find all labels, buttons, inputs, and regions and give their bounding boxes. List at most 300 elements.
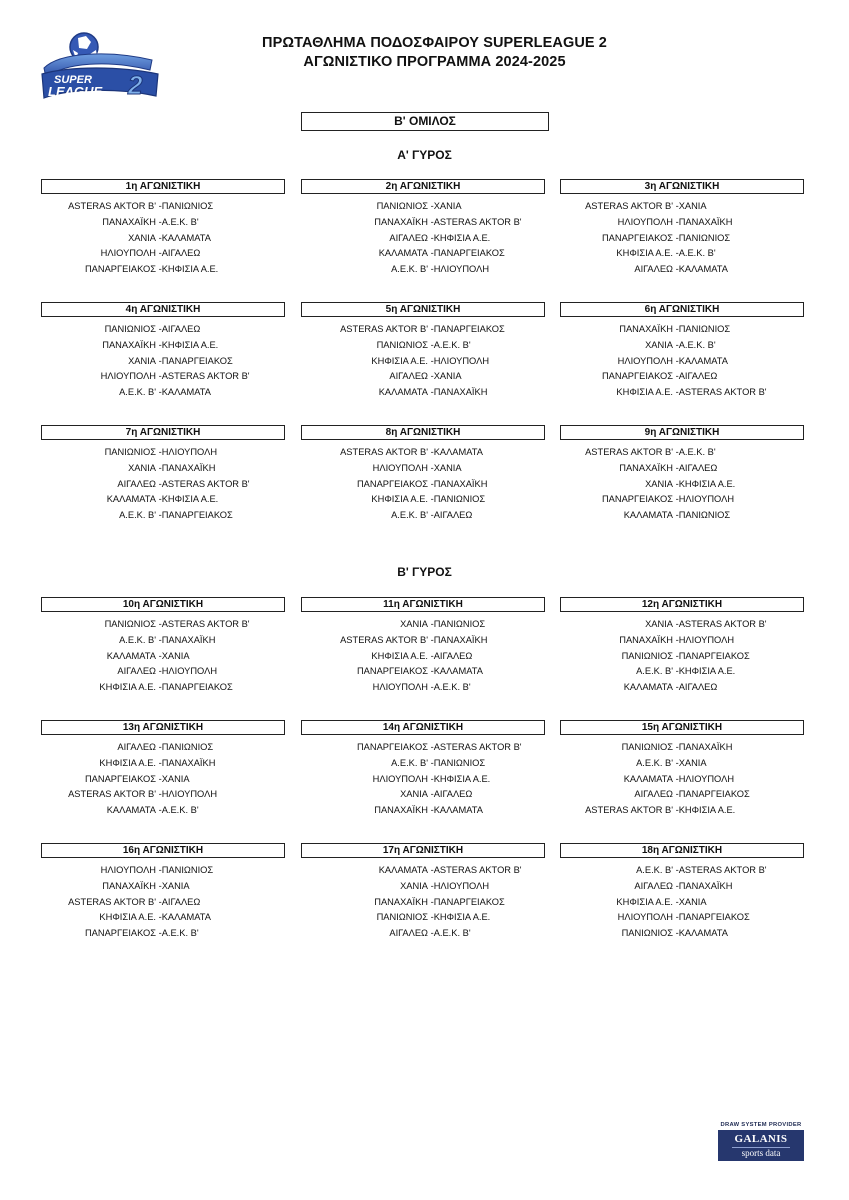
away-team: Α.Ε.Κ. Β' — [433, 928, 471, 939]
away-team: ΠΑΝΙΩΝΙΟΣ — [433, 757, 486, 768]
match-row — [560, 803, 804, 819]
logo-text-super: SUPER — [54, 74, 92, 86]
home-team: ΠΑΝΑΧΑΪΚΗ — [619, 634, 673, 645]
home-team: ΠΑΝΑΡΓΕΙΑΚΟΣ — [356, 742, 428, 752]
away-team: ΧΑΝΙΑ — [678, 757, 707, 768]
match-separator: - — [428, 339, 434, 350]
away-team: ΑΙΓΑΛΕΩ — [678, 682, 718, 693]
match-row — [301, 508, 545, 524]
match-row — [560, 246, 804, 262]
away-team: Α.Ε.Κ. Β' — [678, 248, 716, 259]
match-row — [41, 369, 285, 385]
away-team: ΗΛΙΟΥΠΟΛΗ — [161, 789, 218, 800]
matchday-block — [41, 179, 285, 278]
home-team: ΠΑΝΑΡΓΕΙΑΚΟΣ — [84, 773, 156, 784]
match-list — [301, 740, 545, 819]
match-separator: - — [156, 865, 162, 875]
home-team: ΗΛΙΟΥΠΟΛΗ — [100, 371, 156, 382]
home-team: ΧΑΝΙΑ — [400, 789, 428, 800]
matchday-block — [301, 843, 545, 942]
match-row — [41, 199, 285, 215]
away-team: ASTERAS AKTOR B' — [678, 387, 767, 398]
match-separator: - — [156, 216, 162, 227]
match-row — [560, 231, 804, 247]
matchday-block — [301, 302, 545, 401]
match-separator: - — [156, 371, 162, 382]
match-separator: - — [156, 650, 162, 661]
home-team: ΠΑΝΙΩΝΙΟΣ — [104, 447, 156, 457]
match-separator: - — [156, 912, 162, 923]
match-row — [301, 445, 545, 461]
away-team: ΠΑΝΑΧΑΪΚΗ — [433, 387, 488, 398]
match-separator: - — [428, 447, 434, 457]
home-team: ΑΙΓΑΛΕΩ — [117, 478, 156, 489]
match-separator: - — [156, 682, 162, 693]
home-team: ΗΛΙΟΥΠΟΛΗ — [617, 216, 673, 227]
home-team: ΠΑΝΙΩΝΙΟΣ — [376, 339, 428, 350]
home-team: ΚΑΛΑΜΑΤΑ — [623, 773, 673, 784]
away-team: ΗΛΙΟΥΠΟΛΗ — [678, 494, 735, 505]
away-team: ΚΑΛΑΜΑΤΑ — [161, 912, 211, 923]
home-team: ΠΑΝΑΧΑΪΚΗ — [374, 216, 428, 227]
away-team: ASTERAS AKTOR B' — [161, 619, 250, 629]
home-team: ΠΑΝΙΩΝΙΟΣ — [621, 650, 673, 661]
match-row — [560, 617, 804, 633]
home-team: ΠΑΝΑΧΑΪΚΗ — [374, 896, 428, 907]
home-team: Α.Ε.Κ. Β' — [391, 264, 428, 275]
match-list — [41, 617, 285, 696]
home-team: ΠΑΝΙΩΝΙΟΣ — [376, 201, 428, 211]
home-team: ASTERAS AKTOR B' — [585, 447, 673, 457]
home-team: ΠΑΝΙΩΝΙΟΣ — [621, 742, 673, 752]
match-row — [41, 649, 285, 665]
home-team: ΗΛΙΟΥΠΟΛΗ — [617, 912, 673, 923]
match-list — [41, 199, 285, 278]
matchday-block — [41, 597, 285, 696]
home-team: ΑΙΓΑΛΕΩ — [117, 742, 156, 752]
match-row — [560, 385, 804, 401]
home-team: ASTERAS AKTOR B' — [340, 634, 428, 645]
away-team: ΑΙΓΑΛΕΩ — [161, 248, 201, 259]
home-team: ΑΙΓΑΛΕΩ — [634, 880, 673, 891]
home-team: ΧΑΝΙΑ — [128, 462, 156, 473]
match-separator: - — [673, 387, 679, 398]
home-team: Α.Ε.Κ. Β' — [636, 865, 673, 875]
away-team: ΠΑΝΑΧΑΪΚΗ — [678, 742, 733, 752]
home-team: ΚΗΦΙΣΙΑ Α.Ε. — [99, 757, 156, 768]
away-team: ΠΑΝΑΧΑΪΚΗ — [433, 634, 488, 645]
home-team: ΚΑΛΑΜΑΤΑ — [378, 387, 428, 398]
away-team: ΚΑΛΑΜΑΤΑ — [433, 666, 483, 677]
home-team: ΚΑΛΑΜΑΤΑ — [106, 805, 156, 816]
match-row — [560, 664, 804, 680]
match-separator: - — [428, 248, 434, 259]
away-team: ΚΑΛΑΜΑΤΑ — [678, 264, 728, 275]
match-row — [560, 740, 804, 756]
match-row — [41, 926, 285, 942]
home-team: ΠΑΝΑΡΓΕΙΑΚΟΣ — [601, 371, 673, 382]
home-team: ΠΑΝΑΧΑΪΚΗ — [102, 339, 156, 350]
match-list — [560, 740, 804, 819]
away-team: ΠΑΝΑΡΓΕΙΑΚΟΣ — [678, 650, 750, 661]
matchday-title: 13η ΑΓΩΝΙΣΤΙΚΗ — [41, 720, 285, 735]
home-team: ΚΗΦΙΣΙΑ Α.Ε. — [99, 912, 156, 923]
matchday-title: 14η ΑΓΩΝΙΣΤΙΚΗ — [301, 720, 545, 735]
home-team: ASTERAS AKTOR B' — [68, 789, 156, 800]
home-team: ΠΑΝΑΡΓΕΙΑΚΟΣ — [84, 928, 156, 939]
match-row — [301, 354, 545, 370]
matchday-block — [560, 720, 804, 819]
away-team: Α.Ε.Κ. Β' — [161, 216, 199, 227]
away-team: ΠΑΝΙΩΝΙΟΣ — [433, 619, 486, 629]
match-separator: - — [156, 757, 162, 768]
match-separator: - — [673, 232, 679, 243]
match-list — [301, 199, 545, 278]
match-separator: - — [428, 201, 434, 211]
provider-logo — [718, 1130, 804, 1161]
home-team: ΚΗΦΙΣΙΑ Α.Ε. — [616, 896, 673, 907]
match-list — [560, 199, 804, 278]
logo-number: 2 — [128, 70, 143, 100]
match-separator: - — [428, 928, 434, 939]
home-team: ΠΑΝΑΡΓΕΙΑΚΟΣ — [356, 478, 428, 489]
match-separator: - — [156, 324, 162, 334]
match-separator: - — [156, 880, 162, 891]
match-separator: - — [428, 232, 434, 243]
match-row — [41, 910, 285, 926]
match-separator: - — [673, 248, 679, 259]
matchday-title: 8η ΑΓΩΝΙΣΤΙΚΗ — [301, 425, 545, 440]
home-team: ΗΛΙΟΥΠΟΛΗ — [372, 773, 428, 784]
matchday-block — [41, 302, 285, 401]
matchday-block — [301, 425, 545, 524]
away-team: ΧΑΝΙΑ — [678, 896, 707, 907]
home-team: ΑΙΓΑΛΕΩ — [634, 789, 673, 800]
away-team: ΠΑΝΙΩΝΙΟΣ — [678, 510, 731, 521]
match-list — [301, 863, 545, 942]
away-team: ΠΑΝΑΡΓΕΙΑΚΟΣ — [161, 682, 233, 693]
matchday-block — [560, 302, 804, 401]
match-row — [41, 803, 285, 819]
match-row — [301, 338, 545, 354]
home-team: ΗΛΙΟΥΠΟΛΗ — [100, 865, 156, 875]
match-separator: - — [673, 789, 679, 800]
away-team: ΠΑΝΑΡΓΕΙΑΚΟΣ — [433, 896, 505, 907]
away-team: ASTERAS AKTOR B' — [161, 478, 250, 489]
away-team: ΚΑΛΑΜΑΤΑ — [678, 355, 728, 366]
logo-text-league: LEAGUE — [48, 84, 103, 99]
matchday-block — [560, 425, 804, 524]
match-separator: - — [428, 264, 434, 275]
match-row — [301, 369, 545, 385]
home-team: ΚΗΦΙΣΙΑ Α.Ε. — [99, 682, 156, 693]
match-row — [560, 895, 804, 911]
match-row — [560, 633, 804, 649]
match-separator: - — [428, 773, 434, 784]
match-row — [41, 617, 285, 633]
match-separator: - — [428, 865, 434, 875]
home-team: ΚΗΦΙΣΙΑ Α.Ε. — [616, 248, 673, 259]
match-row — [560, 477, 804, 493]
match-separator: - — [156, 232, 162, 243]
match-separator: - — [673, 478, 679, 489]
match-row — [301, 633, 545, 649]
match-row — [301, 879, 545, 895]
away-team: Α.Ε.Κ. Β' — [433, 682, 471, 693]
match-separator: - — [428, 462, 434, 473]
away-team: ΗΛΙΟΥΠΟΛΗ — [161, 666, 218, 677]
match-row — [41, 477, 285, 493]
matchday-block — [301, 179, 545, 278]
match-separator: - — [428, 666, 434, 677]
match-row — [41, 445, 285, 461]
away-team: ΑΙΓΑΛΕΩ — [678, 371, 718, 382]
match-row — [301, 680, 545, 696]
home-team: ASTERAS AKTOR B' — [585, 805, 673, 816]
home-team: Α.Ε.Κ. Β' — [391, 757, 428, 768]
match-separator: - — [156, 264, 162, 275]
matchday-block — [301, 720, 545, 819]
home-team: ΠΑΝΙΩΝΙΟΣ — [376, 912, 428, 923]
away-team: ΚΗΦΙΣΙΑ Α.Ε. — [433, 773, 491, 784]
match-separator: - — [673, 371, 679, 382]
home-team: ΑΙΓΑΛΕΩ — [389, 371, 428, 382]
match-row — [560, 369, 804, 385]
match-list — [301, 445, 545, 524]
match-list — [560, 617, 804, 696]
home-team: ΠΑΝΑΡΓΕΙΑΚΟΣ — [601, 494, 673, 505]
provider-caption: DRAW SYSTEM PROVIDER — [720, 1122, 802, 1128]
home-team: ΧΑΝΙΑ — [128, 232, 156, 243]
draw-provider-badge — [718, 1121, 804, 1161]
match-separator: - — [673, 650, 679, 661]
match-row — [560, 926, 804, 942]
home-team: ΚΑΛΑΜΑΤΑ — [623, 682, 673, 693]
title-line-1: ΠΡΩΤΑΘΛΗΜΑ ΠΟΔΟΣΦΑΙΡΟΥ SUPERLEAGUE 2 — [262, 35, 607, 51]
away-team: ΚΑΛΑΜΑΤΑ — [161, 387, 211, 398]
match-row — [301, 322, 545, 338]
away-team: ΚΗΦΙΣΙΑ Α.Ε. — [678, 478, 736, 489]
home-team: ΚΑΛΑΜΑΤΑ — [106, 650, 156, 661]
provider-brand-sub: sports data — [732, 1147, 790, 1159]
match-separator: - — [156, 462, 162, 473]
home-team: ΠΑΝΑΡΓΕΙΑΚΟΣ — [356, 666, 428, 677]
home-team: ASTERAS AKTOR B' — [340, 447, 428, 457]
match-row — [301, 199, 545, 215]
match-row — [41, 740, 285, 756]
match-separator: - — [156, 634, 162, 645]
match-separator: - — [428, 324, 434, 334]
group-title: Β' ΟΜΙΛΟΣ — [301, 112, 549, 131]
match-row — [560, 863, 804, 879]
match-row — [301, 617, 545, 633]
match-row — [301, 477, 545, 493]
away-team: ΠΑΝΑΡΓΕΙΑΚΟΣ — [678, 912, 750, 923]
match-separator: - — [428, 880, 434, 891]
match-separator: - — [673, 447, 679, 457]
match-row — [41, 246, 285, 262]
home-team: Α.Ε.Κ. Β' — [119, 510, 156, 521]
match-row — [560, 338, 804, 354]
match-list — [41, 863, 285, 942]
match-separator: - — [156, 447, 162, 457]
home-team: Α.Ε.Κ. Β' — [636, 666, 673, 677]
away-team: ΧΑΝΙΑ — [161, 773, 190, 784]
match-list — [41, 445, 285, 524]
home-team: ASTERAS AKTOR B' — [585, 201, 673, 211]
away-team: ΚΑΛΑΜΑΤΑ — [433, 805, 483, 816]
match-row — [560, 680, 804, 696]
away-team: ASTERAS AKTOR B' — [433, 742, 522, 752]
match-row — [41, 895, 285, 911]
match-row — [301, 756, 545, 772]
match-row — [301, 895, 545, 911]
away-team: ΑΙΓΑΛΕΩ — [161, 324, 201, 334]
match-row — [301, 385, 545, 401]
match-separator: - — [156, 387, 162, 398]
away-team: ΠΑΝΑΧΑΪΚΗ — [161, 462, 216, 473]
matchday-block — [41, 425, 285, 524]
home-team: ΠΑΝΑΧΑΪΚΗ — [374, 805, 428, 816]
home-team: ΠΑΝΙΩΝΙΟΣ — [104, 619, 156, 629]
home-team: ΚΑΛΑΜΑΤΑ — [378, 248, 428, 259]
away-team: ΑΙΓΑΛΕΩ — [161, 896, 201, 907]
away-team: ΧΑΝΙΑ — [433, 462, 462, 473]
away-team: ΠΑΝΙΩΝΙΟΣ — [678, 232, 731, 243]
match-separator: - — [428, 805, 434, 816]
home-team: ΚΗΦΙΣΙΑ Α.Ε. — [371, 355, 428, 366]
away-team: ΚΑΛΑΜΑΤΑ — [161, 232, 211, 243]
match-row — [301, 492, 545, 508]
away-team: ΗΛΙΟΥΠΟΛΗ — [433, 355, 490, 366]
match-separator: - — [156, 805, 162, 816]
matchday-block — [560, 843, 804, 942]
away-team: ΗΛΙΟΥΠΟΛΗ — [678, 634, 735, 645]
match-separator: - — [428, 634, 434, 645]
match-separator: - — [673, 928, 679, 939]
matchday-title: 18η ΑΓΩΝΙΣΤΙΚΗ — [560, 843, 804, 858]
match-separator: - — [156, 773, 162, 784]
match-separator: - — [428, 216, 434, 227]
match-row — [301, 262, 545, 278]
home-team: ΧΑΝΙΑ — [645, 339, 673, 350]
away-team: ΚΗΦΙΣΙΑ Α.Ε. — [678, 805, 736, 816]
match-row — [560, 492, 804, 508]
match-separator: - — [156, 494, 162, 505]
away-team: ΚΑΛΑΜΑΤΑ — [678, 928, 728, 939]
away-team: ASTERAS AKTOR B' — [678, 619, 767, 629]
match-list — [560, 322, 804, 401]
match-row — [560, 508, 804, 524]
match-row — [41, 633, 285, 649]
match-row — [301, 231, 545, 247]
away-team: ΠΑΝΑΡΓΕΙΑΚΟΣ — [161, 355, 233, 366]
away-team: ΚΗΦΙΣΙΑ Α.Ε. — [678, 666, 736, 677]
home-team: ASTERAS AKTOR B' — [68, 201, 156, 211]
match-row — [301, 803, 545, 819]
match-separator: - — [428, 387, 434, 398]
home-team: Α.Ε.Κ. Β' — [636, 757, 673, 768]
away-team: ΚΗΦΙΣΙΑ Α.Ε. — [433, 912, 491, 923]
away-team: ΠΑΝΙΩΝΙΟΣ — [161, 201, 214, 211]
home-team: ΧΑΝΙΑ — [400, 880, 428, 891]
away-team: ΠΑΝΙΩΝΙΟΣ — [678, 324, 731, 334]
away-team: Α.Ε.Κ. Β' — [161, 928, 199, 939]
match-separator: - — [673, 339, 679, 350]
title-line-2: ΑΓΩΝΙΣΤΙΚΟ ΠΡΟΓΡΑΜΜΑ 2024-2025 — [303, 54, 566, 70]
match-separator: - — [156, 355, 162, 366]
match-separator: - — [428, 789, 434, 800]
match-row — [560, 772, 804, 788]
match-row — [41, 215, 285, 231]
home-team: ΗΛΙΟΥΠΟΛΗ — [372, 462, 428, 473]
away-team: ΧΑΝΙΑ — [161, 650, 190, 661]
match-row — [560, 322, 804, 338]
home-team: ΧΑΝΙΑ — [645, 619, 673, 629]
match-separator: - — [673, 865, 679, 875]
match-row — [560, 461, 804, 477]
away-team: ΗΛΙΟΥΠΟΛΗ — [161, 447, 218, 457]
home-team: ΑΙΓΑΛΕΩ — [389, 928, 428, 939]
home-team: ΠΑΝΑΧΑΪΚΗ — [102, 216, 156, 227]
home-team: ASTERAS AKTOR B' — [68, 896, 156, 907]
away-team: Α.Ε.Κ. Β' — [678, 447, 716, 457]
match-list — [301, 617, 545, 696]
match-separator: - — [673, 682, 679, 693]
away-team: ΠΑΝΙΩΝΙΟΣ — [161, 865, 214, 875]
matchday-title: 12η ΑΓΩΝΙΣΤΙΚΗ — [560, 597, 804, 612]
match-separator: - — [156, 742, 162, 752]
match-row — [560, 262, 804, 278]
match-row — [41, 680, 285, 696]
match-separator: - — [673, 773, 679, 784]
match-separator: - — [428, 912, 434, 923]
matchday-title: 1η ΑΓΩΝΙΣΤΙΚΗ — [41, 179, 285, 194]
match-row — [560, 215, 804, 231]
match-list — [301, 322, 545, 401]
match-row — [301, 740, 545, 756]
home-team: ΑΙΓΑΛΕΩ — [117, 666, 156, 677]
away-team: ΚΗΦΙΣΙΑ Α.Ε. — [161, 494, 219, 505]
match-separator: - — [673, 619, 679, 629]
home-team: ΚΑΛΑΜΑΤΑ — [623, 510, 673, 521]
match-row — [301, 649, 545, 665]
away-team: ASTERAS AKTOR B' — [161, 371, 250, 382]
away-team: ΠΑΝΑΧΑΪΚΗ — [678, 216, 733, 227]
away-team: ΠΑΝΑΧΑΪΚΗ — [161, 634, 216, 645]
home-team: Α.Ε.Κ. Β' — [119, 634, 156, 645]
match-separator: - — [673, 355, 679, 366]
away-team: ΠΑΝΙΩΝΙΟΣ — [161, 742, 214, 752]
page-title — [0, 34, 849, 72]
away-team: ΚΑΛΑΜΑΤΑ — [433, 447, 483, 457]
away-team: ΑΙΓΑΛΕΩ — [678, 462, 718, 473]
match-separator: - — [428, 478, 434, 489]
match-row — [41, 879, 285, 895]
match-row — [41, 664, 285, 680]
match-row — [41, 231, 285, 247]
match-separator: - — [428, 896, 434, 907]
away-team: ΠΑΝΑΡΓΕΙΑΚΟΣ — [433, 248, 505, 259]
match-row — [301, 772, 545, 788]
match-separator: - — [156, 510, 162, 521]
match-separator: - — [156, 339, 162, 350]
away-team: ΠΑΝΑΡΓΕΙΑΚΟΣ — [678, 789, 750, 800]
matchday-block — [560, 597, 804, 696]
away-team: ΧΑΝΙΑ — [678, 201, 707, 211]
match-separator: - — [156, 478, 162, 489]
home-team: ΠΑΝΙΩΝΙΟΣ — [621, 928, 673, 939]
